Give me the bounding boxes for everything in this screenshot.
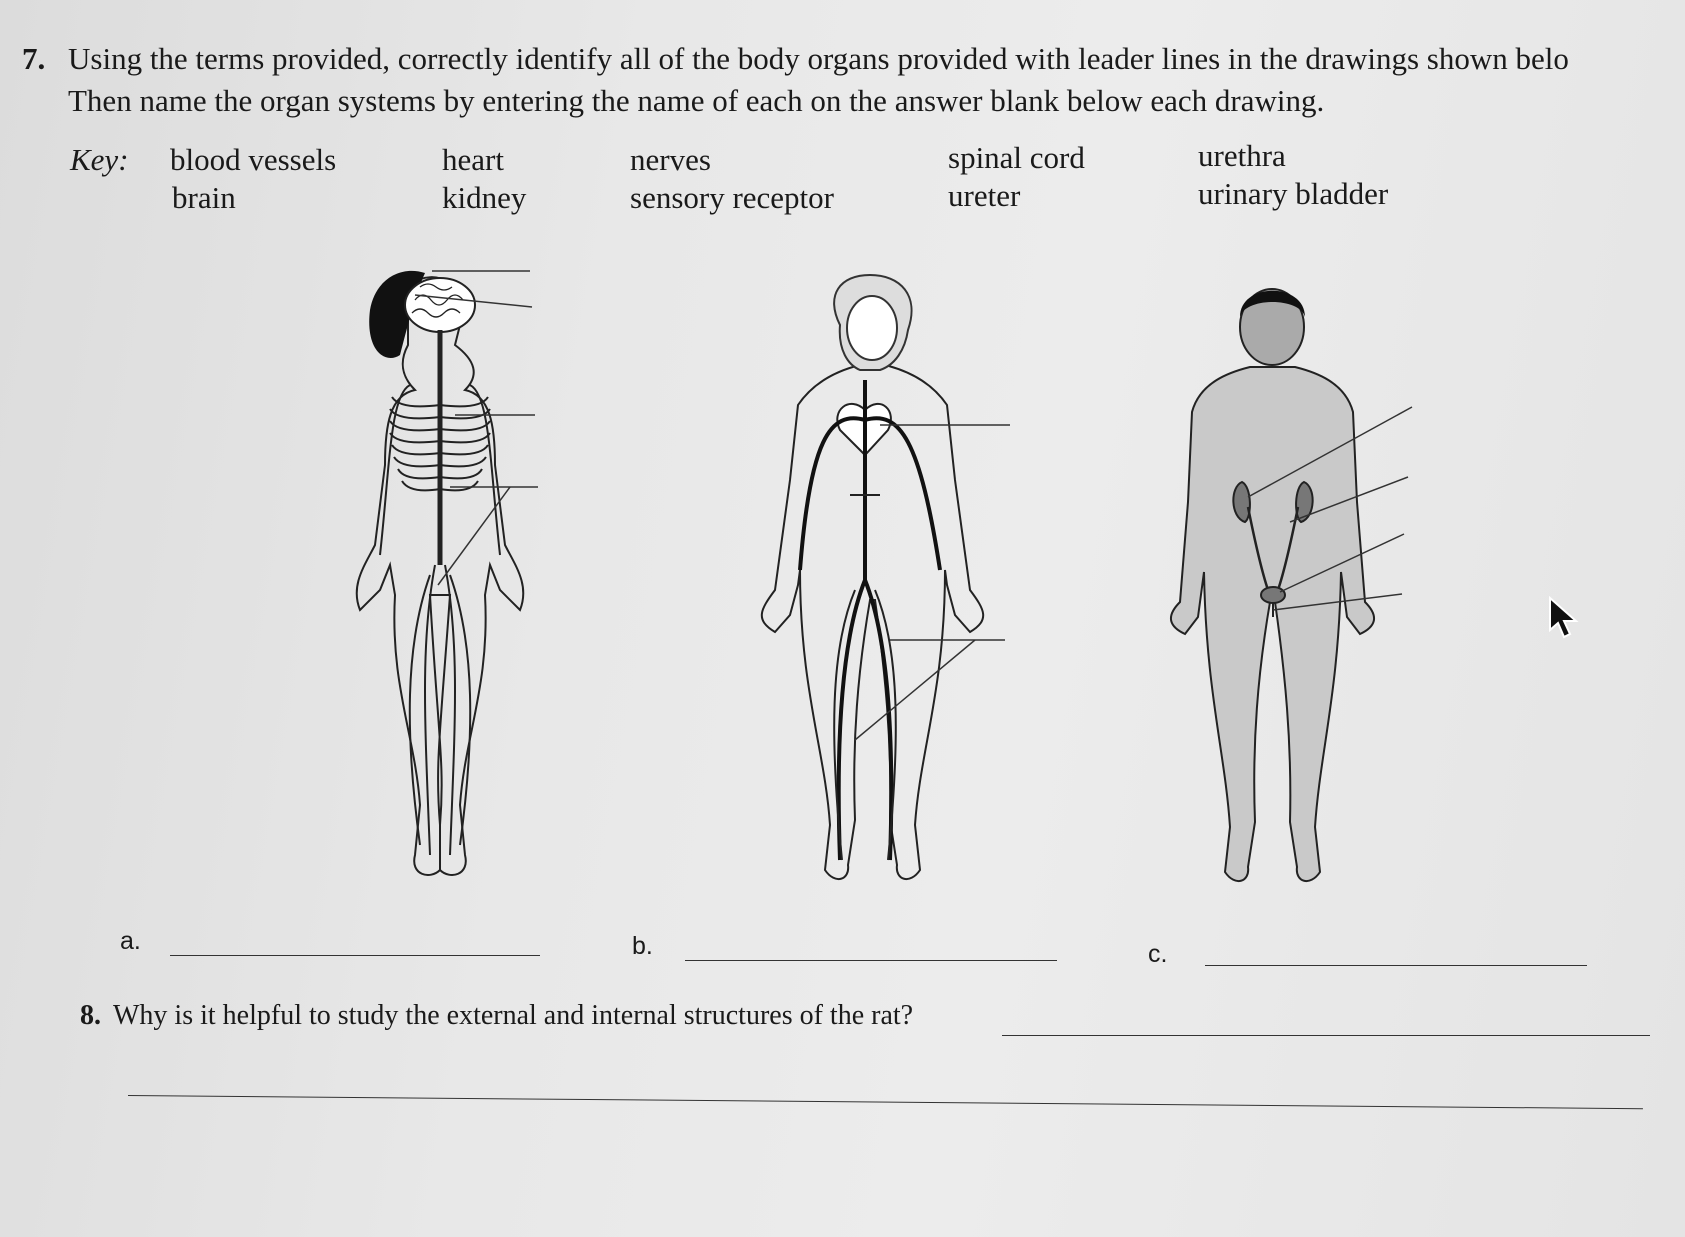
question-7-line-1: Using the terms provided, correctly identify all of the body organs provided with leader lines in the drawings shown belo [68,41,1569,76]
question-8-text: Why is it helpful to study the external and internal structures of the rat? [113,1000,914,1031]
question-7-number: 7. [22,41,46,76]
question-8-answer-blank-1[interactable] [1002,1035,1650,1036]
question-8 [80,1000,913,1032]
bladder-shape [1261,587,1285,603]
figure-urinary-system [1140,272,1420,892]
mouse-cursor-icon [1546,596,1580,640]
key-term-kidney: kidney [442,180,527,215]
answer-label-c: c. [1148,940,1168,968]
key-term-heart: heart [442,142,504,177]
key-term-spinal-cord: spinal cord [948,140,1085,175]
answer-blank-c[interactable] [1205,965,1587,966]
key-term-sensory-receptor: sensory receptor [630,180,834,215]
question-8-answer-blank-2[interactable] [128,1095,1643,1109]
key-term-nerves: nerves [630,142,711,177]
question-7-line-2: Then name the organ systems by entering the name of each on the answer blank below each drawing. [68,83,1325,118]
figure-nervous-system [290,265,610,895]
question-8-number: 8. [80,1000,101,1031]
key-term-urinary-bladder: urinary bladder [1198,176,1389,211]
key-term-urethra: urethra [1198,138,1286,173]
answer-blank-b[interactable] [685,960,1057,961]
answer-blank-a[interactable] [170,955,540,956]
answer-label-a: a. [120,927,141,955]
key-term-blood-vessels: blood vessels [170,142,337,177]
question-7 [22,38,1569,122]
answer-label-b: b. [632,932,653,960]
key-label: Key: [70,142,129,177]
key-term-brain: brain [172,180,236,215]
figure-cardiovascular-system [730,270,1020,890]
key-term-ureter: ureter [948,178,1021,213]
key-table [70,138,1470,222]
